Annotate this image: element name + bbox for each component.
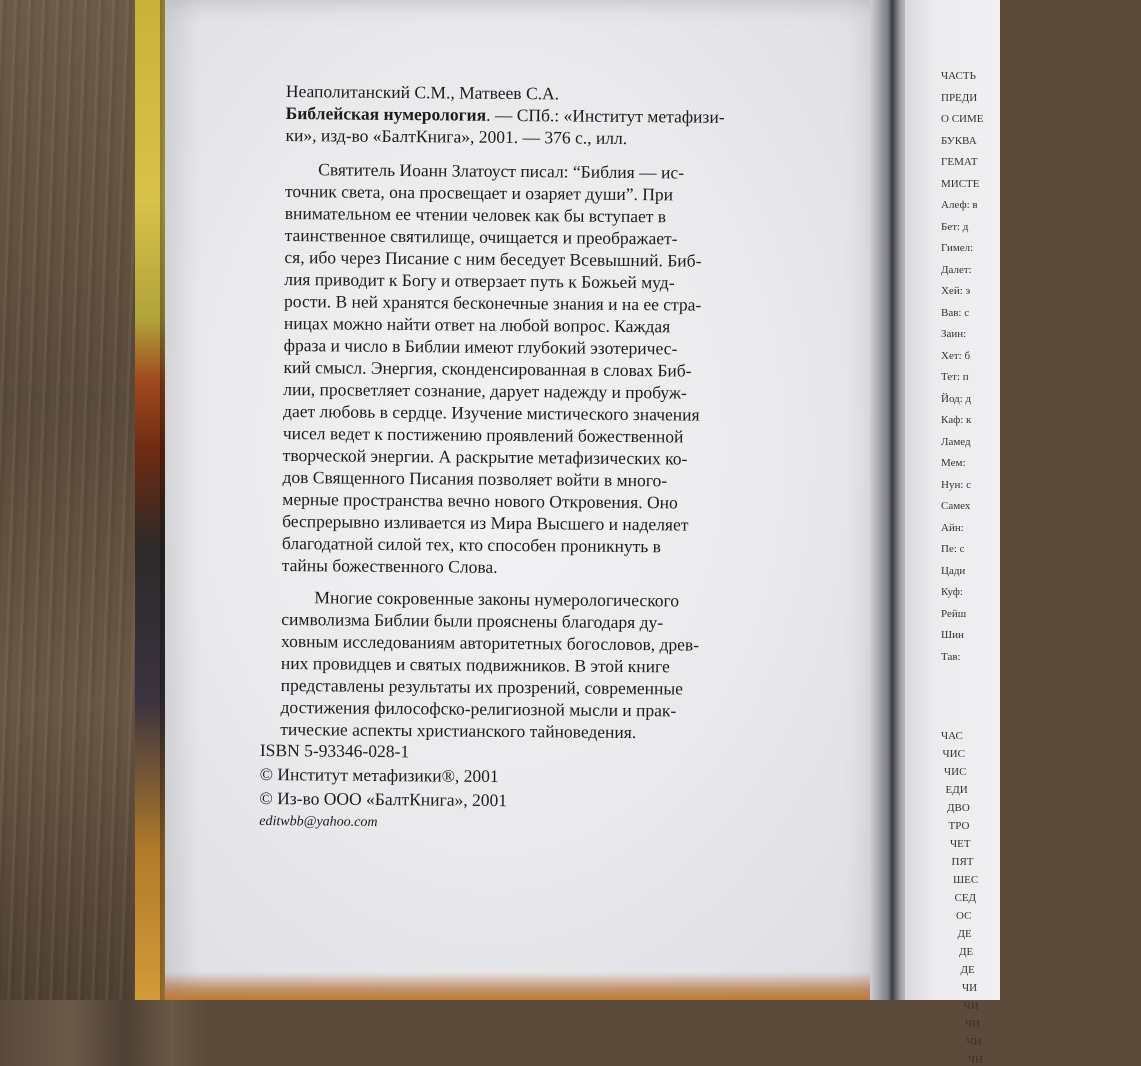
toc-fragment: ГЕМАТ bbox=[941, 156, 978, 168]
toc-fragment: Гимел: bbox=[941, 242, 974, 254]
toc-fragment: Мем: bbox=[941, 457, 966, 469]
text-line: рости. В ней хранятся бесконечные знания и на ее стра- bbox=[283, 290, 702, 315]
toc-fragment: Бет: д bbox=[941, 220, 969, 233]
text-line: ховным исследованиям авторитетных богословов, древ- bbox=[281, 630, 700, 655]
text-line: ницах можно найти ответ на любой вопрос. Каждая bbox=[283, 312, 671, 337]
toc-fragment: ОС bbox=[956, 910, 972, 922]
toc-fragment: ЧИ bbox=[965, 1018, 981, 1030]
toc-fragment: О СИМЕ bbox=[941, 113, 984, 125]
toc-fragment: ДЕ bbox=[957, 928, 972, 940]
toc-fragment: ДВО bbox=[947, 802, 970, 814]
bibliographic-line-2: ки», изд-во «БалтКнига», 2001. — 376 с., илл. bbox=[285, 124, 628, 148]
toc-fragment: Тет: п bbox=[941, 371, 969, 383]
text-line: символизма Библии были прояснены благодаря ду- bbox=[281, 608, 664, 633]
toc-fragment: ЕДИ bbox=[945, 784, 968, 796]
text-line: Многие сокровенные законы нумерологического bbox=[314, 587, 680, 611]
toc-fragment: Йод: д bbox=[941, 392, 972, 405]
text-line: них провидцев и святых подвижников. В этой книге bbox=[280, 652, 670, 677]
toc-fragment: ДЕ bbox=[960, 964, 975, 976]
toc-fragment: Шин bbox=[941, 629, 964, 641]
toc-fragment: ДЕ bbox=[959, 946, 974, 958]
toc-fragment: Цади bbox=[941, 564, 966, 577]
toc-fragment: ЧИ bbox=[962, 982, 978, 994]
toc-fragment: Рейш bbox=[941, 607, 967, 620]
toc-fragment: Тав: bbox=[941, 650, 961, 663]
text-line: лии, просветляет сознание, дарует надежду и пробуж- bbox=[283, 378, 687, 403]
book-gutter bbox=[870, 0, 910, 1000]
authors-line: Неаполитанский С.М., Матвеев С.А. bbox=[285, 80, 560, 104]
copyright-line-1: © Институт метафизики®, 2001 bbox=[259, 763, 499, 787]
text-line: точник света, она просвещает и озаряет души”. При bbox=[284, 180, 674, 205]
toc-fragment: ЧЕТ bbox=[950, 838, 971, 850]
toc-fragment: ПРЕДИ bbox=[941, 91, 978, 104]
toc-fragment: Вав: с bbox=[941, 306, 970, 319]
toc-fragment: БУКВА bbox=[941, 134, 977, 147]
text-line: тические аспекты христианского тайноведения. bbox=[280, 718, 637, 743]
toc-fragment: Куф: bbox=[941, 586, 963, 598]
text-line: фраза и число в Библии имеют глубокий эзотеричес- bbox=[283, 334, 678, 359]
text-line: таинственное святилище, очищается и преображает- bbox=[284, 224, 678, 249]
toc-fragment: Хей: э bbox=[941, 285, 971, 297]
isbn-line: ISBN 5-93346-028-1 bbox=[259, 739, 410, 762]
text-line: дает любовь в сердце. Изучение мистического значения bbox=[283, 400, 700, 425]
copyright-line-2: © Из-во ООО «БалтКнига», 2001 bbox=[259, 787, 508, 811]
text-line: беспрерывно изливается из Мира Высшего и наделяет bbox=[282, 510, 689, 535]
text-line: ся, ибо через Писание с ним беседует Всевышний. Биб- bbox=[284, 246, 702, 271]
toc-fragment: Заин: bbox=[941, 328, 967, 340]
toc-fragment: ЧИ bbox=[963, 1000, 979, 1012]
toc-fragment: Айн: bbox=[941, 521, 964, 534]
publisher-part: . — СПб.: «Институт метафизи- bbox=[486, 104, 725, 127]
text-line: достижения философско-религиозной мысли и прак- bbox=[280, 696, 677, 721]
imprint-text-block bbox=[280, 80, 831, 745]
toc-fragment: Нун: с bbox=[941, 478, 972, 491]
toc-fragment: МИСТЕ bbox=[941, 177, 980, 190]
toc-fragment: ЧИС bbox=[944, 766, 967, 778]
text-line: Святитель Иоанн Златоуст писал: “Библия — ис- bbox=[318, 159, 685, 183]
text-line: тайны божественного Слова. bbox=[281, 554, 498, 577]
text-line: чисел ведет к постижению проявлений божественной bbox=[282, 422, 684, 447]
email-line: editwbb@yahoo.com bbox=[259, 813, 378, 831]
text-line: творческой энергии. А раскрытие метафизических ко- bbox=[282, 444, 688, 469]
toc-fragment: Самех bbox=[941, 500, 971, 512]
toc-fragment: ЧАС bbox=[941, 730, 963, 742]
text-line: дов Священного Писания позволяет войти в много- bbox=[282, 466, 668, 491]
paragraph-2 bbox=[280, 586, 826, 745]
toc-fragment: ШЕС bbox=[953, 874, 979, 886]
text-line: представлены результаты их прозрений, современные bbox=[280, 674, 684, 699]
toc-fragment: Алеф: в bbox=[941, 199, 978, 211]
toc-fragment: Ламед bbox=[941, 435, 971, 448]
book-title: Библейская нумерология bbox=[285, 102, 487, 125]
copyright-block bbox=[259, 738, 507, 836]
toc-fragment: ЧИС bbox=[942, 748, 965, 760]
toc-fragment: Пе: с bbox=[941, 543, 965, 555]
toc-fragment: ЧИ bbox=[966, 1036, 982, 1048]
toc-fragment: ЧИ bbox=[968, 1054, 984, 1066]
toc-fragment: ЧАСТЬ bbox=[941, 70, 976, 82]
text-line: кий смысл. Энергия, сконденсированная в словах Биб- bbox=[283, 356, 692, 381]
toc-fragment: Каф: к bbox=[941, 414, 972, 426]
toc-fragment: ПЯТ bbox=[951, 856, 974, 868]
paragraph-1 bbox=[282, 158, 831, 581]
text-line: лия приводит к Богу и отверзает путь к Божьей муд- bbox=[284, 268, 675, 293]
toc-fragment: Далет: bbox=[941, 263, 972, 276]
toc-fragment: Хет: б bbox=[941, 349, 971, 362]
toc-fragment: ТРО bbox=[948, 820, 970, 832]
book-page-right bbox=[905, 0, 1000, 1066]
text-line: мерные пространства вечно нового Откровения. Оно bbox=[282, 488, 678, 513]
toc-fragment: СЕД bbox=[954, 892, 977, 904]
text-line: благодатной силой тех, кто способен проникнуть в bbox=[281, 532, 662, 557]
text-line: внимательном ее чтении человек как бы вступает в bbox=[284, 202, 667, 227]
